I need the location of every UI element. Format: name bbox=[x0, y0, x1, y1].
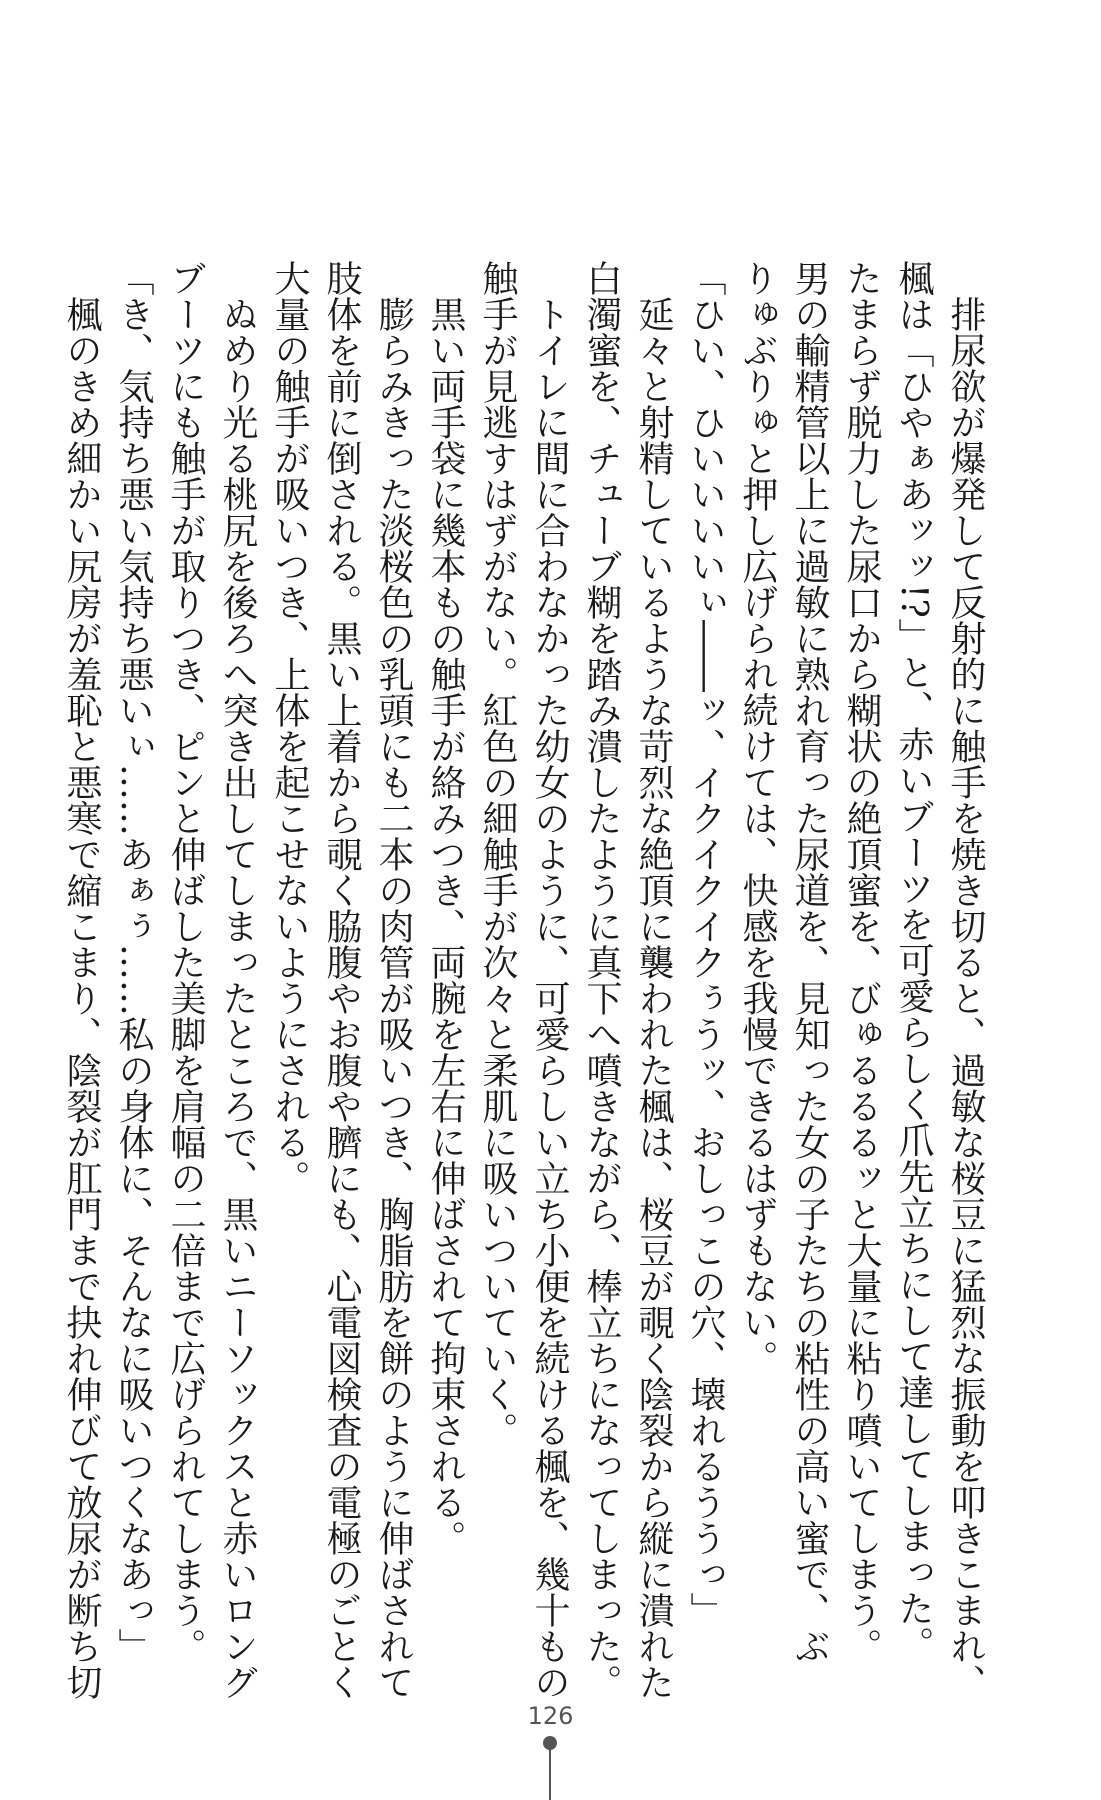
text-line: 肢体を前に倒される。黒い上着から覗く脇腹やお腹や臍にも、心電図検査の電極のごとく bbox=[321, 260, 362, 1700]
text-line: 大量の触手が吸いつき、上体を起こせないようにされる。 bbox=[269, 260, 310, 1196]
text-line: 膨らみきった淡桜色の乳頭にも二本の肉管が吸いつき、胸脂肪を餅のように伸ばされて bbox=[373, 260, 414, 1700]
folio-line-ornament bbox=[549, 1748, 551, 1800]
text-line: 「き、気持ち悪い気持ち悪いぃ……あぁぅ……私の身体に、そんなに吸いつくなあっ」 bbox=[113, 260, 154, 1664]
text-line: りゅぶりゅと押し広げられ続けては、快感を我慢できるはずもない。 bbox=[737, 260, 778, 1376]
text-line: 楓は「ひやぁあッッ!?」と、赤いブーツを可愛らしく爪先立ちにして達してしまった。 bbox=[893, 260, 934, 1662]
body-text bbox=[61, 260, 991, 1700]
text-line: ぬめり光る桃尻を後ろへ突き出してしまったところで、黒いニーソックスと赤いロング bbox=[217, 260, 258, 1700]
page-number: 126 bbox=[527, 1702, 574, 1730]
text-line: 「ひい、ひいいいいぃ――ッ、イクイクイクぅうッ、おしっこの穴、壊れるううっ」 bbox=[685, 260, 726, 1628]
text-line: 男の輸精管以上に過敏に熟れ育った尿道を、見知った女の子たちの粘性の高い蜜で、ぶ bbox=[789, 260, 830, 1664]
text-line: 白濁蜜を、チューブ糊を踏み潰したように真下へ噴きながら、棒立ちになってしまった。 bbox=[581, 260, 622, 1700]
text-line: 排尿欲が爆発して反射的に触手を焼き切ると、過敏な桜豆に猛烈な振動を叩きこまれ、 bbox=[945, 260, 986, 1700]
text-line: 黒い両手袋に幾本もの触手が絡みつき、両腕を左右に伸ばされて拘束される。 bbox=[425, 260, 466, 1556]
text-line: たまらず脱力した尿口から糊状の絶頂蜜を、びゅるるるッと大量に粘り噴いてしまう。 bbox=[841, 260, 882, 1664]
text-line: ブーツにも触手が取りつき、ピンと伸ばした美脚を肩幅の二倍まで広げられてしまう。 bbox=[165, 260, 206, 1664]
text-line: 楓のきめ細かい尻房が羞恥と悪寒で縮こまり、陰裂が肛門まで抉れ伸びて放尿が断ち切 bbox=[61, 260, 102, 1700]
text-line: トイレに間に合わなかった幼女のように、可愛らしい立ち小便を続ける楓を、幾十もの bbox=[529, 260, 570, 1700]
text-line: 触手が見逃すはずがない。紅色の細触手が次々と柔肌に吸いついていく。 bbox=[477, 260, 518, 1448]
text-line: 延々と射精しているような苛烈な絶頂に襲われた楓は、桜豆が覗く陰裂から縦に潰れた bbox=[633, 260, 674, 1700]
